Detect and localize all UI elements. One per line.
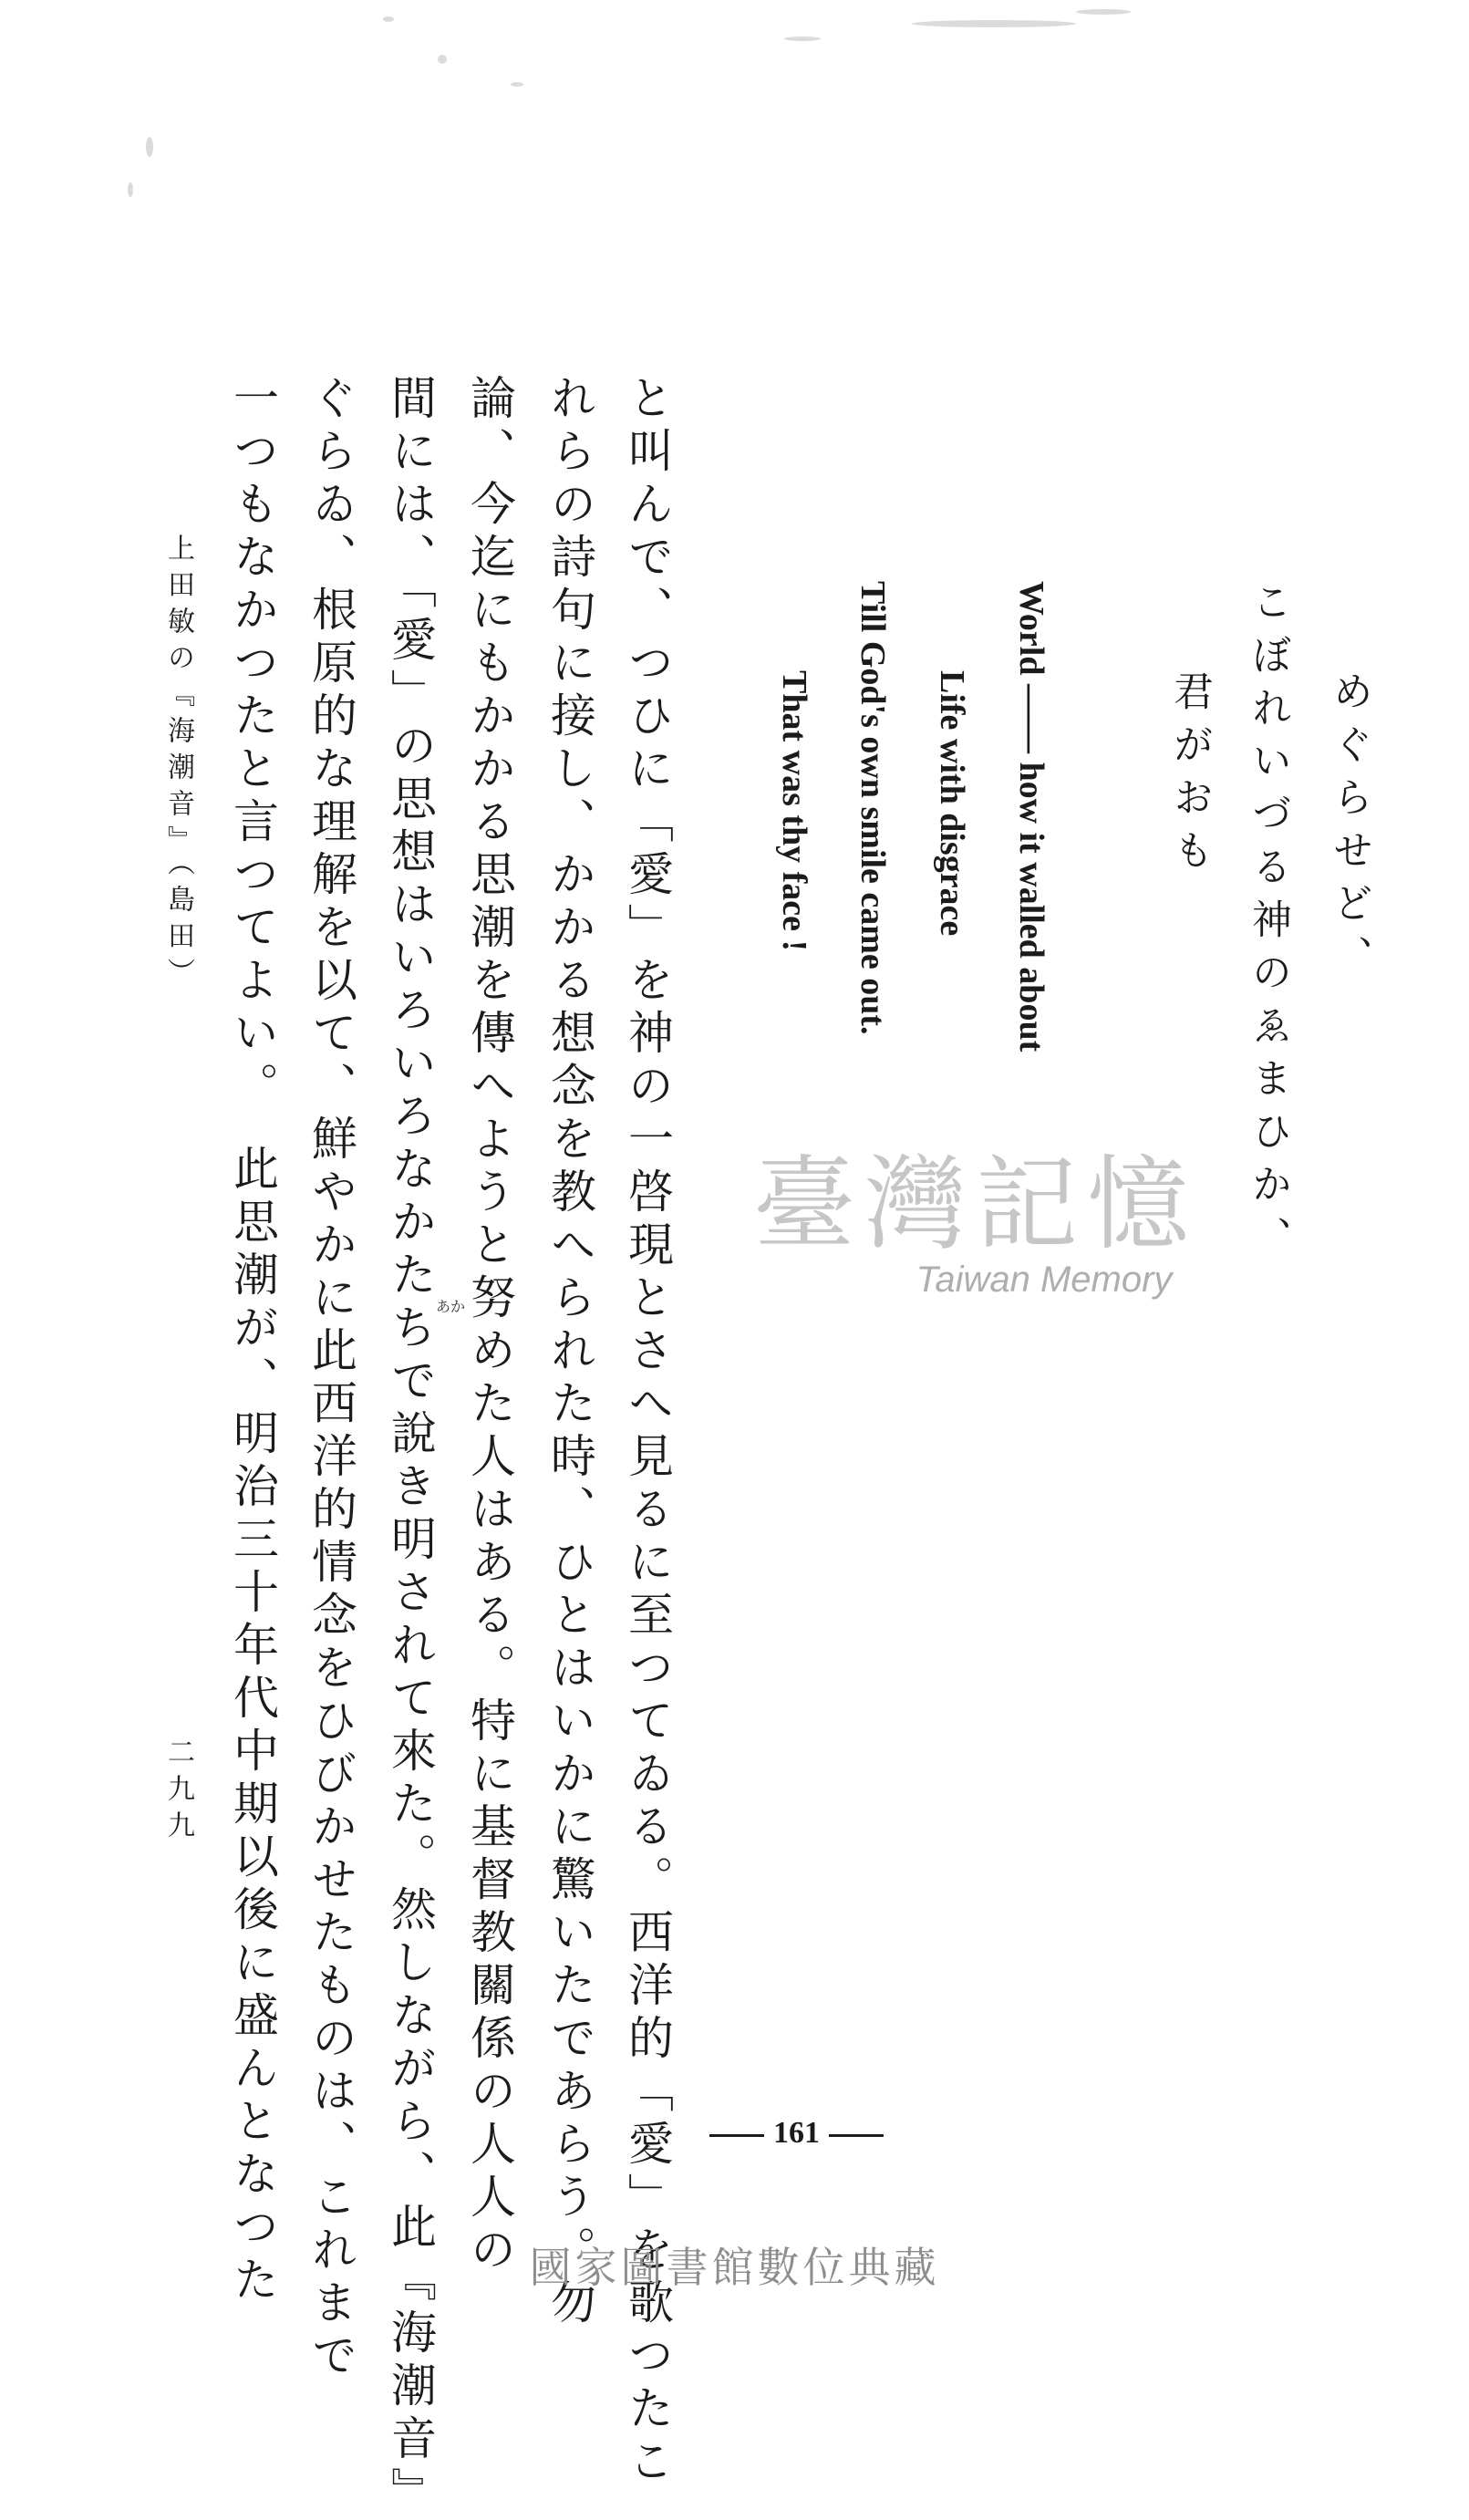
prose-column-2: れらの詩句に接し、かかる想念を教へられた時、ひとはいかに驚いたであらう。勿: [543, 374, 596, 2331]
prose-column-5: ぐらゐ、根原的な理解を以て、鮮やかに此西洋的情念をひびかせたものは、これまで: [305, 374, 357, 2384]
watermark-english: Taiwan Memory: [916, 1260, 1173, 1300]
library-footer: 國家圖書館數位典藏: [529, 2243, 940, 2292]
prose-column-6: 一つもなかつたと言つてよい。 此思潮が、明治三十年代中期以後に盛んとなつた: [226, 374, 279, 2308]
folio-number: 161: [773, 2116, 820, 2150]
poem-jp-line-1: めぐらせど、: [1326, 670, 1372, 988]
prose-column-1: と叫んで、つひに「愛」を神の一啓現とさへ見るに至つてゐる。西洋的「愛」を歌つたこ: [621, 374, 674, 2490]
poem-en-line-4: That was thy face !: [775, 670, 813, 952]
prose-column-4: 間には、「愛」の思想はいろいろなかたちで說き明されて來た。然しながら、此『海潮音』: [384, 374, 437, 2520]
prose-column-3: 論、今迄にもかかる思潮を傳へようと努めた人はある。特に基督教關係の人人の: [463, 374, 516, 2278]
poem-en-line-1: World —— how it walled about: [1012, 581, 1050, 1053]
poem-en-line-2: Life with disgrace: [933, 670, 971, 937]
taiwan-memory-watermark: [729, 1146, 1222, 1327]
folio-dash-right: [829, 2134, 884, 2137]
poem-en-line-3: Till God's own smile came out.: [853, 581, 892, 1035]
section-caption: 上田敏の『海潮音』（島田）: [162, 534, 194, 994]
folio-dash-left: [709, 2134, 764, 2137]
poem-jp-line-3: 君がおも: [1166, 670, 1213, 882]
watermark-chinese: 臺灣記憶: [753, 1146, 1198, 1264]
inner-page-number: 二九九: [162, 1737, 194, 1847]
poem-jp-line-2: こぼれいづる神のゑまひか、: [1245, 581, 1291, 1269]
ruby-annotation: あか: [436, 1298, 466, 1315]
page-number: [700, 2116, 893, 2151]
